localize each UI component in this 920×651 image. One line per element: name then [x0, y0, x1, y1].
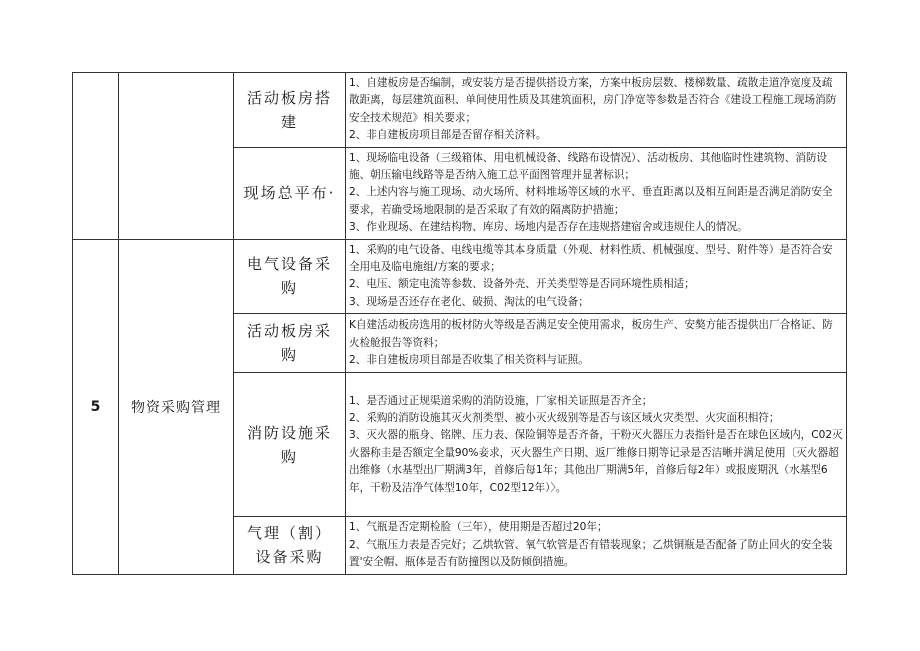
description-line: 3、灭火器的瓶身、铭牌、压力表、保险铜等是否齐备，干粉灭火器压力表指针是否在球色区域内，C02灭火器称圭是否额定全量90%妾求，灭火器生产日期、返厂维修日期等记录是否洁晰并满足使用〔灭火器超出维修（水基型出厂期满3年，首修后每1年；其他出厂期满5年，首修后每2年）或报废期汎（水基型6年，干粉及洁净气体型10年，C02型12年）〉。 [349, 429, 843, 494]
section-number: 5 [73, 239, 119, 574]
description-cell [346, 517, 847, 574]
section-category-prev [119, 73, 234, 240]
description-cell [346, 373, 847, 517]
audit-table [72, 72, 847, 575]
item-label: 活动板房采购 [246, 322, 332, 365]
audit-table-page [72, 72, 847, 575]
item-cell [234, 147, 346, 239]
description-line: 1、气瓶是否定期检脸（三年），使用期是否超过20年； [349, 521, 608, 534]
item-cell [234, 73, 346, 148]
description-cell [346, 147, 847, 239]
table-row [73, 73, 847, 148]
description-line: 2、上述内容与施工现场、动火场所、材料堆场等区域的水平、垂直距离以及相互间距是否满足消防安全要求，若确受场地限制的是否采取了有效的隔离防护措施； [349, 186, 833, 216]
item-cell [234, 373, 346, 517]
description-line: 2、非自建板房项目部是否留存相关济料。 [349, 129, 547, 142]
description-line: 2、采购的消防设施其灭火剂类型、被小灭火级别等是否与该区域火灾类型、火灾面积相符； [349, 411, 780, 424]
description-line: 3、现场是否还存在老化、破损、淘汰的电气设备； [349, 295, 589, 308]
item-label: 活动板房搭建 [246, 88, 332, 131]
description-line: 2、电压、额定电流等参数、设备外壳、开关类型等是否同环境性质相适； [349, 278, 695, 291]
section-number-prev [73, 73, 119, 240]
description-line: 3、作业现场、在建结构物、库房、场地内是否存在违规搭建宿舍或违规住人的情况。 [349, 221, 748, 234]
table-row [73, 239, 847, 314]
description-line: 1、现场临电设备（三级箱体、用电机械设备、线路布设情况）、活动板房、其他临时性建筑物、消防设施、朝压输电线路等是否纳入施工总平面图管理并显著标识； [349, 151, 828, 182]
description-cell [346, 239, 847, 314]
section-category: 物资采购管理 [119, 239, 234, 574]
item-cell [234, 517, 346, 574]
item-label: 气理（割）设备采购 [246, 524, 332, 567]
description-line: K自建活动板房选用的板材防火等级是否满足安全使用需求，板房生产、安獒方能否提供出厂合格证、防火检舱报告等资料； [349, 319, 833, 349]
description-line: 2、非自建板房项目部是否收集了相关资料与证照。 [349, 353, 589, 366]
item-label: 消防设施采购 [246, 423, 332, 466]
description-line: 1、采购的电气设备、电线电缆等其本身质量（外观、材料性质、机械强度、型号、附件等）是否符合安全用电及临电施组/方案的要求； [349, 243, 833, 274]
item-cell [234, 239, 346, 314]
item-label: 现场总平布· [243, 184, 336, 203]
item-cell [234, 314, 346, 373]
description-line: 1、是否通过正规渠道采购的消防设施，厂家相关证照是否齐全； [349, 394, 653, 407]
item-label: 电气设备采购 [246, 255, 332, 298]
description-line: 2、气瓶压力表是否完好；乙烘软管、氧气软管是否有错装现象；乙烘铜瓶是否配备了防止回火的安全装置'安全帽、瓶体是否有防撞图以及防倾倒措施。 [349, 538, 833, 569]
description-cell [346, 314, 847, 373]
description-cell [346, 73, 847, 148]
description-line: 1、自建板房是否编制，或安装方是否提供搭设方案，方案中板房层数、楼梯数量、疏散走道净宽度及疏散距离，每层建筑面积、单间使用性质及其建筑面积，房门净宽等参数是否符合《建设工程施工现场消防安全技术规范》相关要求； [349, 77, 837, 124]
